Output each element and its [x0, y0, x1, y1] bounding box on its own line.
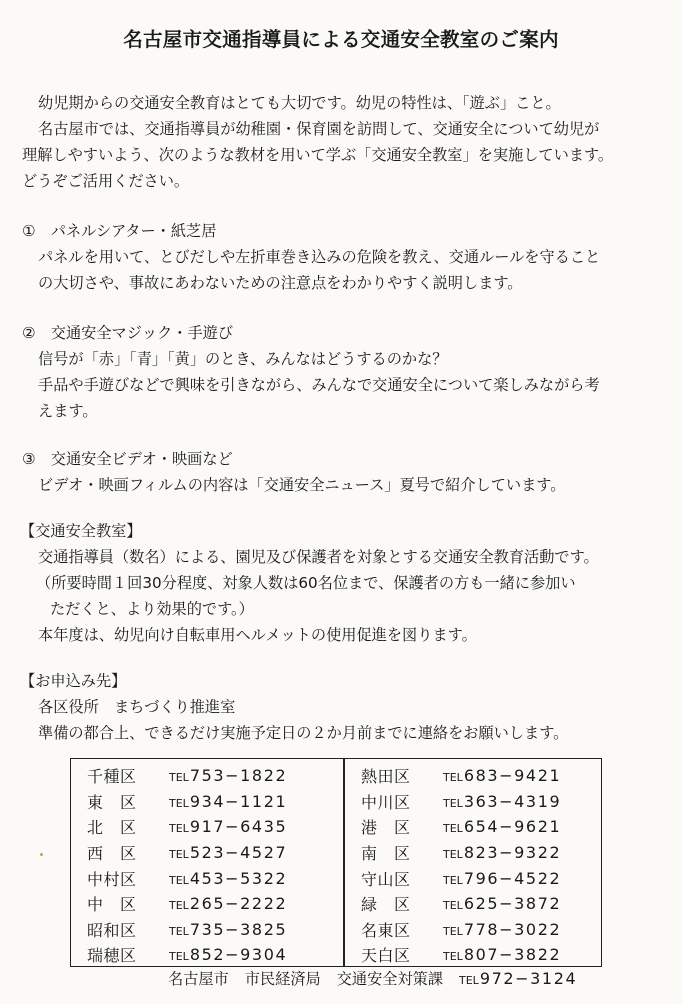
ward-name: 東 区 — [87, 792, 137, 812]
item-line: えます。 — [38, 402, 98, 420]
ward-name: 南 区 — [361, 844, 411, 864]
ward-tel — [169, 792, 287, 811]
tel-mark: TEL — [443, 796, 463, 810]
footer-city: 名古屋市 — [168, 970, 229, 988]
tel-number: 823−9322 — [463, 843, 562, 863]
item-heading-2: ② 交通安全マジック・手遊び — [22, 324, 234, 342]
page-title: 名古屋市交通指導員による交通安全教室のご案内 — [123, 28, 559, 51]
tel-mark: TEL — [443, 950, 463, 964]
table-row — [361, 840, 561, 866]
classroom-line: ただくと、より効果的です。） — [50, 600, 254, 618]
tel-mark: TEL — [169, 796, 189, 810]
tel-number: 917−6435 — [189, 817, 288, 837]
classroom-line: （所要時間１回30分程度、対象人数は60名位まで、保護者の方も一緒に参加い — [36, 574, 576, 592]
intro-line: 理解しやすいよう、次のような教材を用いて学ぶ「交通安全教室」を実施しています。 — [22, 146, 614, 164]
intro-line: 名古屋市では、交通指導員が幼稚園・保育園を訪問して、交通安全について幼児が — [38, 120, 600, 138]
ward-tel — [443, 817, 561, 836]
table-row — [361, 891, 561, 917]
contact-column-right — [361, 763, 561, 968]
table-row — [361, 917, 561, 943]
table-row — [87, 789, 287, 815]
table-row — [87, 865, 287, 891]
tel-number: 852−9304 — [189, 945, 288, 965]
item-heading-1: ① パネルシアター・紙芝居 — [22, 222, 217, 240]
item-line: 手品や手遊びなどで興味を引きながら、みんなで交通安全について楽しみながら考 — [38, 376, 600, 394]
ward-name: 中川区 — [361, 792, 411, 812]
tel-mark: TEL — [169, 822, 189, 836]
item-line: パネルを用いて、とびだしや左折車巻き込みの危険を教え、交通ルールを守ること — [38, 248, 601, 266]
footer-contact — [168, 968, 577, 989]
table-row — [87, 917, 287, 943]
ward-tel — [169, 894, 287, 913]
tel-mark: TEL — [169, 924, 189, 938]
intro-line: どうぞご活用ください。 — [22, 172, 190, 190]
tel-number: 363−4319 — [463, 791, 562, 811]
table-row — [87, 814, 287, 840]
table-row — [87, 840, 287, 866]
ward-name: 名東区 — [361, 920, 411, 940]
tel-number: 934−1121 — [189, 791, 288, 811]
classroom-line: 本年度は、幼児向け自転車用ヘルメットの使用促進を図ります。 — [38, 626, 477, 644]
ward-tel — [443, 945, 561, 964]
table-row — [361, 942, 561, 968]
ward-name: 昭和区 — [87, 920, 137, 940]
classroom-line: 交通指導員（数名）による、園児及び保護者を対象とする交通安全教育活動です。 — [38, 548, 599, 566]
ward-tel — [443, 894, 561, 913]
tel-mark: TEL — [169, 848, 189, 862]
apply-line: 各区役所 まちづくり推進室 — [38, 698, 236, 716]
tel-mark: TEL — [169, 899, 189, 913]
tel-mark: TEL — [443, 899, 463, 913]
ward-name: 中 区 — [87, 895, 137, 915]
ward-name: 熱田区 — [361, 767, 411, 787]
table-row — [361, 814, 561, 840]
ward-name: 緑 区 — [361, 895, 411, 915]
tel-number: 523−4527 — [189, 843, 288, 863]
tel-number: 265−2222 — [189, 894, 288, 914]
ward-tel — [169, 766, 287, 785]
tel-mark: TEL — [443, 771, 463, 785]
tel-number: 778−3022 — [463, 919, 562, 939]
tel-number: 807−3822 — [463, 945, 562, 965]
tel-number: 453−5322 — [189, 868, 288, 888]
apply-heading: 【お申込み先】 — [20, 672, 127, 690]
table-row — [361, 763, 561, 789]
ward-tel — [443, 920, 561, 939]
tel-mark: TEL — [169, 873, 189, 887]
tel-number: 753−1822 — [189, 766, 288, 786]
ward-tel — [169, 843, 287, 862]
footer-tel: 972−3124 — [479, 969, 578, 988]
ward-name: 千種区 — [87, 767, 137, 787]
ward-name: 西 区 — [87, 844, 137, 864]
table-row — [361, 789, 561, 815]
ward-name: 守山区 — [361, 869, 411, 889]
ward-tel — [169, 817, 287, 836]
ward-name: 中村区 — [87, 869, 137, 889]
table-row — [87, 763, 287, 789]
tel-mark: TEL — [443, 848, 463, 862]
table-row — [361, 865, 561, 891]
ward-name: 港 区 — [361, 818, 411, 838]
tel-number: 796−4522 — [463, 868, 562, 888]
ward-name: 北 区 — [87, 818, 137, 838]
scan-speck — [40, 853, 43, 856]
ward-tel — [169, 920, 287, 939]
tel-mark: TEL — [443, 873, 463, 887]
ward-tel — [169, 869, 287, 888]
tel-mark: TEL — [169, 950, 189, 964]
ward-tel — [443, 869, 561, 888]
footer-bureau: 市民経済局 — [244, 970, 321, 988]
tel-mark: TEL — [169, 771, 189, 785]
contact-column-left — [87, 763, 287, 968]
apply-line: 準備の都合上、できるだけ実施予定日の２か月前までに連絡をお願いします。 — [38, 724, 569, 742]
item-line: 信号が「赤」「青」「黄」のとき、みんなはどうするのかな？ — [38, 350, 448, 368]
ward-tel — [443, 766, 561, 785]
item-heading-3: ③ 交通安全ビデオ・映画など — [22, 450, 233, 468]
tel-mark: TEL — [443, 822, 463, 836]
table-divider — [343, 759, 345, 966]
contact-table — [70, 758, 602, 967]
tel-mark: TEL — [459, 974, 479, 987]
ward-tel — [169, 945, 287, 964]
classroom-heading: 【交通安全教室】 — [20, 522, 142, 540]
ward-tel — [443, 792, 561, 811]
tel-mark: TEL — [443, 924, 463, 938]
tel-number: 683−9421 — [463, 766, 562, 786]
tel-number: 654−9621 — [463, 817, 562, 837]
tel-number: 735−3825 — [189, 919, 288, 939]
ward-name: 天白区 — [361, 946, 411, 966]
intro-line: 幼児期からの交通安全教育はとても大切です。幼児の特性は、「遊ぶ」こと。 — [38, 94, 561, 112]
ward-tel — [443, 843, 561, 862]
ward-name: 瑞穂区 — [87, 946, 137, 966]
table-row — [87, 942, 287, 968]
item-line: ビデオ・映画フィルムの内容は「交通安全ニュース」夏号で紹介しています。 — [38, 476, 566, 494]
tel-number: 625−3872 — [463, 894, 562, 914]
footer-division: 交通安全対策課 — [336, 970, 443, 988]
table-row — [87, 891, 287, 917]
item-line: の大切さや、事故にあわないための注意点をわかりやすく説明します。 — [38, 274, 523, 292]
